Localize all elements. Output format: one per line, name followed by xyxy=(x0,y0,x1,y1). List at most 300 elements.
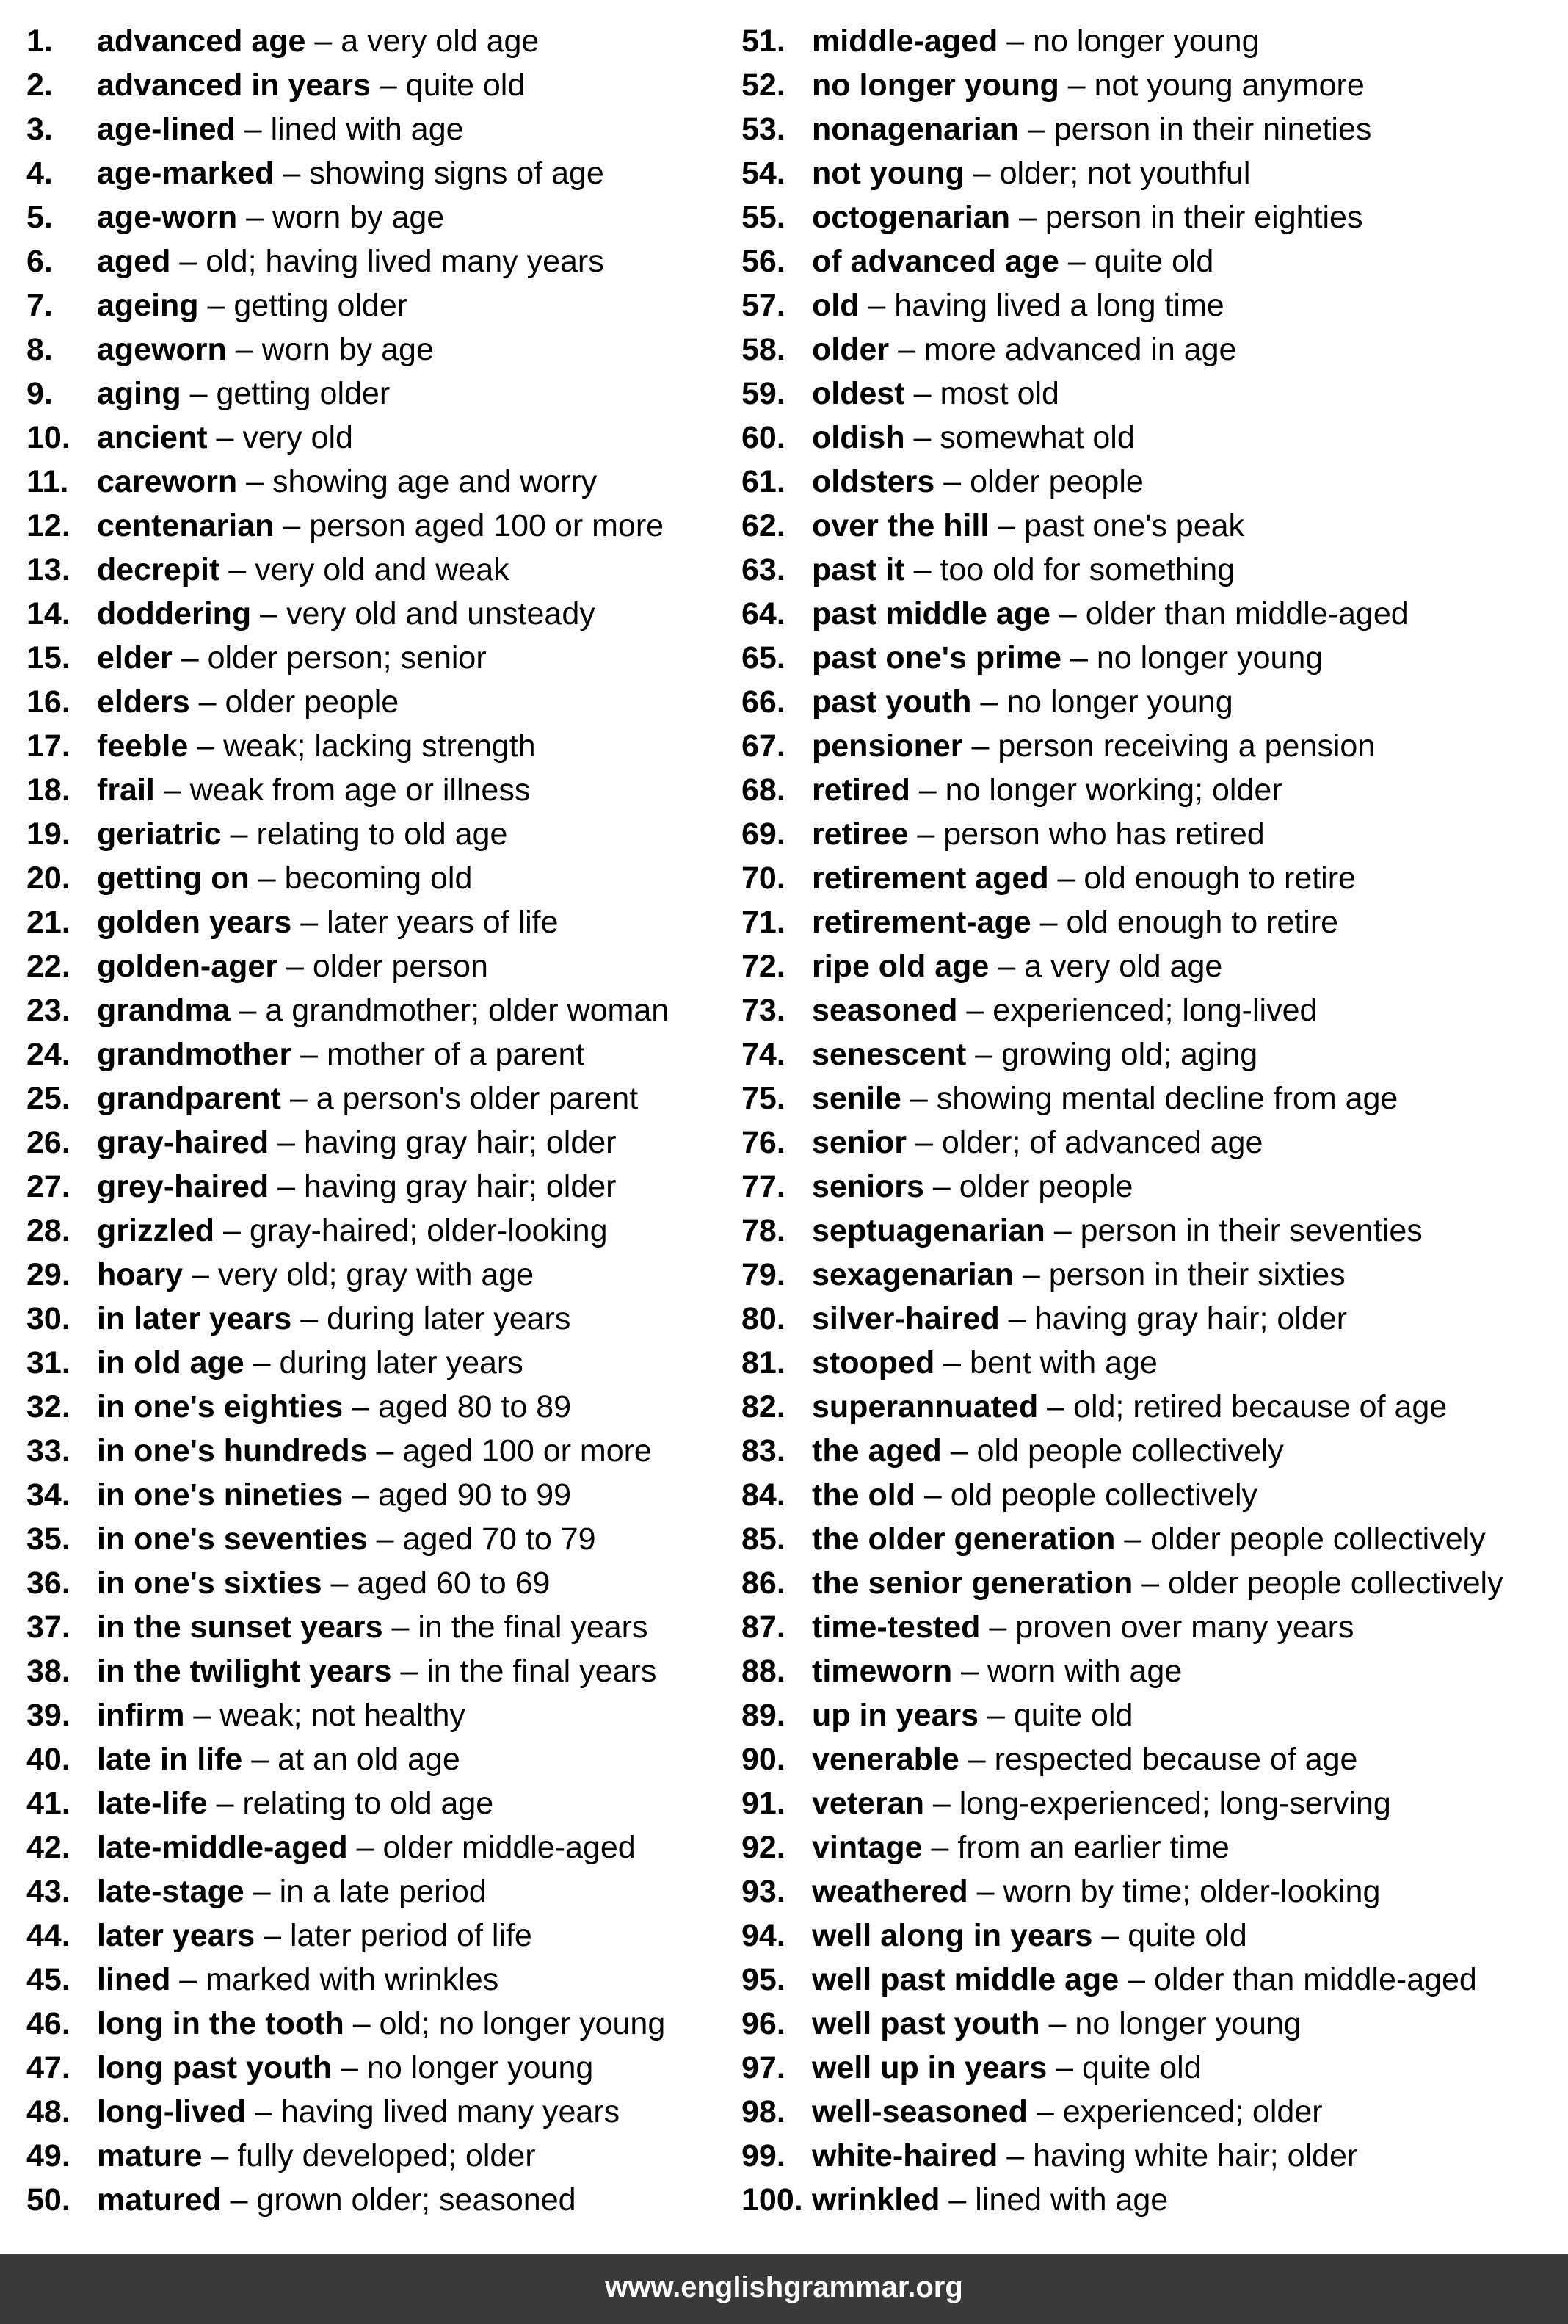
entry-term: timeworn xyxy=(812,1654,953,1689)
entry-separator: – xyxy=(959,1742,995,1777)
entry-term: centenarian xyxy=(97,508,275,543)
entry-separator: – xyxy=(207,420,243,455)
entry-term: gray-haired xyxy=(97,1125,269,1160)
entry-definition: older; not youthful xyxy=(999,156,1251,191)
entry-term: advanced age xyxy=(97,23,306,59)
entry-number: 32. xyxy=(26,1389,70,1425)
entry-term: elder xyxy=(97,640,173,676)
list-item xyxy=(741,771,1556,815)
entry-separator: – xyxy=(908,817,944,852)
entry-number: 30. xyxy=(26,1301,70,1336)
entry-term: well along in years xyxy=(812,1918,1093,1953)
entry-definition: quite old xyxy=(1094,244,1214,279)
entry-term: senescent xyxy=(812,1037,967,1072)
entry-definition: worn by time; older-looking xyxy=(1003,1874,1381,1909)
entry-definition: fully developed; older xyxy=(237,2138,536,2173)
entry-term: long past youth xyxy=(97,2050,333,2085)
entry-number: 72. xyxy=(741,949,785,984)
entry-term: the senior generation xyxy=(812,1565,1133,1601)
list-item xyxy=(26,815,761,859)
entry-number: 38. xyxy=(26,1654,70,1689)
entry-number: 85. xyxy=(741,1521,785,1557)
list-item xyxy=(26,1300,761,1344)
entry-definition: during later years xyxy=(327,1301,571,1336)
entry-term: well past middle age xyxy=(812,1962,1119,1997)
entry-term: getting on xyxy=(97,861,250,896)
entry-number: 95. xyxy=(741,1962,785,1997)
list-item xyxy=(26,1961,761,2005)
entry-definition: a grandmother; older woman xyxy=(265,993,669,1028)
list-item xyxy=(26,1916,761,1961)
entry-term: pensioner xyxy=(812,728,963,764)
list-item xyxy=(26,1432,761,1476)
entry-number: 58. xyxy=(741,332,785,367)
entry-term: the older generation xyxy=(812,1521,1116,1557)
entry-number: 39. xyxy=(26,1698,70,1733)
list-item xyxy=(741,1123,1556,1168)
list-item xyxy=(741,1344,1556,1388)
entry-separator: – xyxy=(242,1742,278,1777)
list-item xyxy=(741,947,1556,991)
entry-term: sexagenarian xyxy=(812,1257,1014,1292)
list-item xyxy=(741,330,1556,374)
entry-separator: – xyxy=(237,464,273,499)
entry-definition: showing signs of age xyxy=(309,156,604,191)
entry-number: 18. xyxy=(26,772,70,808)
entry-term: infirm xyxy=(97,1698,185,1733)
entry-number: 63. xyxy=(741,552,785,587)
list-item xyxy=(741,507,1556,551)
entry-number: 91. xyxy=(741,1786,785,1821)
entry-definition: weak; not healthy xyxy=(219,1698,465,1733)
entry-term: in later years xyxy=(97,1301,292,1336)
entry-definition: older; of advanced age xyxy=(941,1125,1263,1160)
entry-separator: – xyxy=(1010,200,1045,235)
entry-separator: – xyxy=(923,1169,959,1204)
list-item xyxy=(26,1388,761,1432)
entry-definition: older middle-aged xyxy=(382,1830,636,1865)
entry-term: mature xyxy=(97,2138,203,2173)
entry-term: septuagenarian xyxy=(812,1213,1045,1248)
entry-term: elders xyxy=(97,684,190,720)
list-item xyxy=(741,1784,1556,1828)
entry-definition: past one's peak xyxy=(1024,508,1245,543)
entry-number: 22. xyxy=(26,949,70,984)
list-item xyxy=(26,2181,761,2225)
entry-separator: – xyxy=(221,2182,257,2218)
entry-number: 73. xyxy=(741,993,785,1028)
entry-definition: getting older xyxy=(216,376,391,411)
list-item xyxy=(741,1916,1556,1961)
entry-separator: – xyxy=(347,1830,383,1865)
entry-definition: showing age and worry xyxy=(272,464,598,499)
entry-term: up in years xyxy=(812,1698,979,1733)
entry-separator: – xyxy=(249,861,285,896)
list-item xyxy=(26,1079,761,1123)
entry-number: 11. xyxy=(26,464,69,499)
entry-number: 26. xyxy=(26,1125,70,1160)
list-item xyxy=(741,1608,1556,1652)
entry-term: nonagenarian xyxy=(812,112,1019,147)
entry-separator: – xyxy=(181,376,217,411)
footer-banner xyxy=(0,2254,1568,2324)
entry-definition: more advanced in age xyxy=(923,332,1237,367)
list-item xyxy=(741,1212,1556,1256)
entry-number: 12. xyxy=(26,508,70,543)
entry-term: past youth xyxy=(812,684,972,720)
entry-separator: – xyxy=(1039,2006,1075,2041)
entry-number: 59. xyxy=(741,376,785,411)
entry-definition: very old; gray with age xyxy=(217,1257,534,1292)
entry-definition: older people xyxy=(225,684,399,720)
entry-separator: – xyxy=(221,817,257,852)
entry-number: 28. xyxy=(26,1213,70,1248)
entry-separator: – xyxy=(255,1918,290,1953)
entry-term: past it xyxy=(812,552,905,587)
entry-separator: – xyxy=(391,1654,427,1689)
entry-term: late-middle-aged xyxy=(97,1830,348,1865)
entry-separator: – xyxy=(889,332,924,367)
entry-term: retirement-age xyxy=(812,905,1031,940)
entry-separator: – xyxy=(964,156,1000,191)
entry-term: the old xyxy=(812,1477,915,1513)
entry-term: late-life xyxy=(97,1786,208,1821)
entry-separator: – xyxy=(962,728,998,764)
entry-number: 34. xyxy=(26,1477,70,1513)
entry-definition: grown older; seasoned xyxy=(256,2182,576,2218)
list-item xyxy=(741,683,1556,727)
list-item xyxy=(741,1256,1556,1300)
entry-separator: – xyxy=(235,112,271,147)
list-item xyxy=(26,1256,761,1300)
entry-number: 37. xyxy=(26,1610,70,1645)
entry-separator: – xyxy=(305,23,341,59)
entry-number: 6. xyxy=(26,244,53,279)
list-item xyxy=(26,1652,761,1696)
entry-definition: old people collectively xyxy=(976,1433,1284,1469)
entry-number: 76. xyxy=(741,1125,785,1160)
entry-separator: – xyxy=(189,684,225,720)
entry-definition: no longer young xyxy=(366,2050,594,2085)
entry-number: 25. xyxy=(26,1081,70,1116)
entry-definition: quite old xyxy=(1082,2050,1202,2085)
entry-number: 16. xyxy=(26,684,70,720)
entry-number: 77. xyxy=(741,1169,785,1204)
entry-definition: in a late period xyxy=(279,1874,487,1909)
entry-term: ancient xyxy=(97,420,208,455)
entry-separator: – xyxy=(940,2182,976,2218)
entry-number: 31. xyxy=(26,1345,70,1380)
list-item xyxy=(741,22,1556,66)
list-item xyxy=(741,1872,1556,1916)
entry-definition: during later years xyxy=(279,1345,523,1380)
list-item xyxy=(741,1696,1556,1740)
entry-number: 52. xyxy=(741,68,785,103)
entry-number: 93. xyxy=(741,1874,785,1909)
entry-term: silver-haired xyxy=(812,1301,1000,1336)
entry-term: age-worn xyxy=(97,200,238,235)
entry-number: 44. xyxy=(26,1918,70,1953)
list-item xyxy=(26,66,761,110)
entry-definition: person in their nineties xyxy=(1053,112,1372,147)
entry-separator: – xyxy=(184,1698,220,1733)
entry-term: well past youth xyxy=(812,2006,1040,2041)
entry-definition: bent with age xyxy=(970,1345,1158,1380)
list-item xyxy=(26,1784,761,1828)
entry-number: 50. xyxy=(26,2182,70,2218)
entry-definition: aged 100 or more xyxy=(402,1433,652,1469)
entry-definition: having gray hair; older xyxy=(1034,1301,1348,1336)
footer-website-link[interactable]: www.englishgrammar.org xyxy=(605,2271,963,2303)
list-item xyxy=(26,2049,761,2093)
entry-number: 74. xyxy=(741,1037,785,1072)
entry-definition: proven over many years xyxy=(1015,1610,1354,1645)
list-item xyxy=(741,198,1556,242)
entry-separator: – xyxy=(291,1037,327,1072)
list-item xyxy=(26,1564,761,1608)
entry-term: later years xyxy=(97,1918,255,1953)
list-item xyxy=(741,595,1556,639)
list-item xyxy=(26,639,761,683)
entry-term: matured xyxy=(97,2182,222,2218)
entry-separator: – xyxy=(1059,244,1095,279)
entry-term: careworn xyxy=(97,464,238,499)
word-list-left-column xyxy=(26,22,761,2225)
entry-number: 15. xyxy=(26,640,70,676)
entry-number: 66. xyxy=(741,684,785,720)
list-item xyxy=(26,771,761,815)
list-item xyxy=(741,727,1556,771)
entry-definition: person receiving a pension xyxy=(998,728,1376,764)
list-item xyxy=(26,154,761,198)
entry-definition: gray-haired; older-looking xyxy=(249,1213,608,1248)
entry-number: 54. xyxy=(741,156,785,191)
entry-number: 88. xyxy=(741,1654,785,1689)
entry-separator: – xyxy=(971,684,1007,720)
entry-term: over the hill xyxy=(812,508,990,543)
entry-number: 84. xyxy=(741,1477,785,1513)
entry-term: senior xyxy=(812,1125,907,1160)
entry-number: 21. xyxy=(26,905,70,940)
entry-definition: relating to old age xyxy=(242,1786,494,1821)
entry-term: not young xyxy=(812,156,965,191)
entry-term: vintage xyxy=(812,1830,923,1865)
entry-number: 20. xyxy=(26,861,70,896)
entry-number: 70. xyxy=(741,861,785,896)
list-item xyxy=(26,683,761,727)
list-item xyxy=(741,2137,1556,2181)
entry-number: 57. xyxy=(741,288,785,323)
list-item xyxy=(741,1432,1556,1476)
entry-separator: – xyxy=(941,1433,977,1469)
entry-number: 29. xyxy=(26,1257,70,1292)
entry-number: 90. xyxy=(741,1742,785,1777)
list-item xyxy=(741,1828,1556,1872)
entry-separator: – xyxy=(1018,112,1054,147)
entry-separator: – xyxy=(1038,1389,1074,1425)
entry-separator: – xyxy=(910,772,945,808)
entry-number: 71. xyxy=(741,905,785,940)
list-item xyxy=(741,419,1556,463)
list-item xyxy=(741,2093,1556,2137)
entry-definition: no longer working; older xyxy=(945,772,1282,808)
entry-definition: quite old xyxy=(405,68,526,103)
entry-term: senile xyxy=(812,1081,901,1116)
entry-term: doddering xyxy=(97,596,252,631)
entry-separator: – xyxy=(343,1477,378,1513)
list-item xyxy=(741,110,1556,154)
entry-term: in one's nineties xyxy=(97,1477,344,1513)
entry-term: past one's prime xyxy=(812,640,1061,676)
entry-definition: person in their sixties xyxy=(1048,1257,1346,1292)
entry-number: 87. xyxy=(741,1610,785,1645)
entry-separator: – xyxy=(1027,2094,1063,2129)
entry-separator: – xyxy=(923,1786,959,1821)
entry-separator: – xyxy=(274,156,310,191)
entry-separator: – xyxy=(246,2094,281,2129)
entry-term: of advanced age xyxy=(812,244,1059,279)
entry-term: retirement aged xyxy=(812,861,1049,896)
entry-number: 80. xyxy=(741,1301,785,1336)
entry-number: 43. xyxy=(26,1874,70,1909)
list-item xyxy=(26,1696,761,1740)
list-item xyxy=(741,2005,1556,2049)
entry-definition: having gray hair; older xyxy=(304,1125,617,1160)
list-item xyxy=(741,639,1556,683)
entry-definition: very old and unsteady xyxy=(286,596,595,631)
entry-separator: – xyxy=(1059,68,1095,103)
entry-number: 27. xyxy=(26,1169,70,1204)
entry-number: 14. xyxy=(26,596,70,631)
entry-definition: no longer young xyxy=(1006,684,1233,720)
list-item xyxy=(741,991,1556,1035)
entry-definition: older than middle-aged xyxy=(1154,1962,1477,1997)
entry-definition: becoming old xyxy=(284,861,473,896)
entry-separator: – xyxy=(1048,861,1084,896)
entry-number: 7. xyxy=(26,288,53,323)
list-item xyxy=(26,1520,761,1564)
entry-definition: old people collectively xyxy=(950,1477,1258,1513)
entry-definition: worn by age xyxy=(272,200,445,235)
entry-term: geriatric xyxy=(97,817,222,852)
entry-number: 65. xyxy=(741,640,785,676)
entry-term: frail xyxy=(97,772,155,808)
entry-definition: aged 70 to 79 xyxy=(402,1521,596,1557)
entry-separator: – xyxy=(1133,1565,1169,1601)
entry-number: 61. xyxy=(741,464,785,499)
entry-definition: a very old age xyxy=(1024,949,1223,984)
entry-definition: somewhat old xyxy=(940,420,1135,455)
list-item xyxy=(26,1872,761,1916)
entry-definition: weak; lacking strength xyxy=(223,728,536,764)
list-item xyxy=(741,1079,1556,1123)
entry-definition: old; no longer young xyxy=(379,2006,666,2041)
entry-separator: – xyxy=(998,23,1034,59)
entry-number: 78. xyxy=(741,1213,785,1248)
entry-definition: older people collectively xyxy=(1168,1565,1503,1601)
entry-separator: – xyxy=(1045,1213,1081,1248)
entry-number: 49. xyxy=(26,2138,70,2173)
entry-separator: – xyxy=(999,1301,1035,1336)
entry-number: 40. xyxy=(26,1742,70,1777)
entry-term: oldish xyxy=(812,420,905,455)
entry-separator: – xyxy=(219,552,255,587)
list-item xyxy=(741,1740,1556,1784)
entry-definition: older people collectively xyxy=(1150,1521,1486,1557)
entry-term: in the sunset years xyxy=(97,1610,383,1645)
entry-definition: old enough to retire xyxy=(1066,905,1339,940)
entry-separator: – xyxy=(244,1874,280,1909)
entry-number: 1. xyxy=(26,23,53,59)
entry-separator: – xyxy=(269,1125,305,1160)
entry-separator: – xyxy=(1092,1918,1128,1953)
list-item xyxy=(26,463,761,507)
entry-separator: – xyxy=(226,332,262,367)
entry-separator: – xyxy=(230,993,266,1028)
entry-definition: in the final years xyxy=(418,1610,648,1645)
entry-separator: – xyxy=(154,772,190,808)
entry-term: weathered xyxy=(812,1874,968,1909)
entry-term: ageworn xyxy=(97,332,227,367)
list-item xyxy=(741,463,1556,507)
entry-definition: person in their seventies xyxy=(1080,1213,1423,1248)
list-item xyxy=(26,991,761,1035)
entry-term: superannuated xyxy=(812,1389,1039,1425)
entry-definition: older person; senior xyxy=(207,640,487,676)
entry-definition: quite old xyxy=(1013,1698,1133,1733)
entry-definition: lined with age xyxy=(975,2182,1169,2218)
entry-definition: experienced; older xyxy=(1062,2094,1323,2129)
entry-separator: – xyxy=(979,1698,1014,1733)
entry-number: 13. xyxy=(26,552,70,587)
entry-definition: weak from age or illness xyxy=(189,772,531,808)
entry-term: aging xyxy=(97,376,181,411)
entry-number: 92. xyxy=(741,1830,785,1865)
entry-separator: – xyxy=(280,1081,316,1116)
entry-separator: – xyxy=(269,1169,305,1204)
entry-definition: not young anymore xyxy=(1094,68,1365,103)
entry-separator: – xyxy=(344,2006,380,2041)
entry-definition: experienced; long-lived xyxy=(992,993,1318,1028)
entry-separator: – xyxy=(904,420,940,455)
entry-term: ageing xyxy=(97,288,199,323)
entry-separator: – xyxy=(989,949,1025,984)
entry-definition: older people xyxy=(959,1169,1133,1204)
entry-definition: too old for something xyxy=(940,552,1235,587)
entry-term: oldsters xyxy=(812,464,935,499)
entry-number: 68. xyxy=(741,772,785,808)
entry-definition: mother of a parent xyxy=(327,1037,585,1072)
list-item xyxy=(741,1035,1556,1079)
list-item xyxy=(26,1344,761,1388)
entry-separator: – xyxy=(1050,596,1086,631)
list-item xyxy=(26,903,761,947)
entry-term: time-tested xyxy=(812,1610,981,1645)
entry-number: 23. xyxy=(26,993,70,1028)
entry-term: seasoned xyxy=(812,993,958,1028)
entry-definition: having lived many years xyxy=(280,2094,620,2129)
entry-definition: relating to old age xyxy=(256,817,508,852)
entry-separator: – xyxy=(934,1345,970,1380)
entry-separator: – xyxy=(989,508,1025,543)
list-item xyxy=(26,374,761,419)
entry-number: 3. xyxy=(26,112,53,147)
entry-number: 55. xyxy=(741,200,785,235)
entry-separator: – xyxy=(859,288,895,323)
entry-number: 97. xyxy=(741,2050,785,2085)
entry-definition: older people xyxy=(970,464,1144,499)
entry-separator: – xyxy=(207,1786,243,1821)
